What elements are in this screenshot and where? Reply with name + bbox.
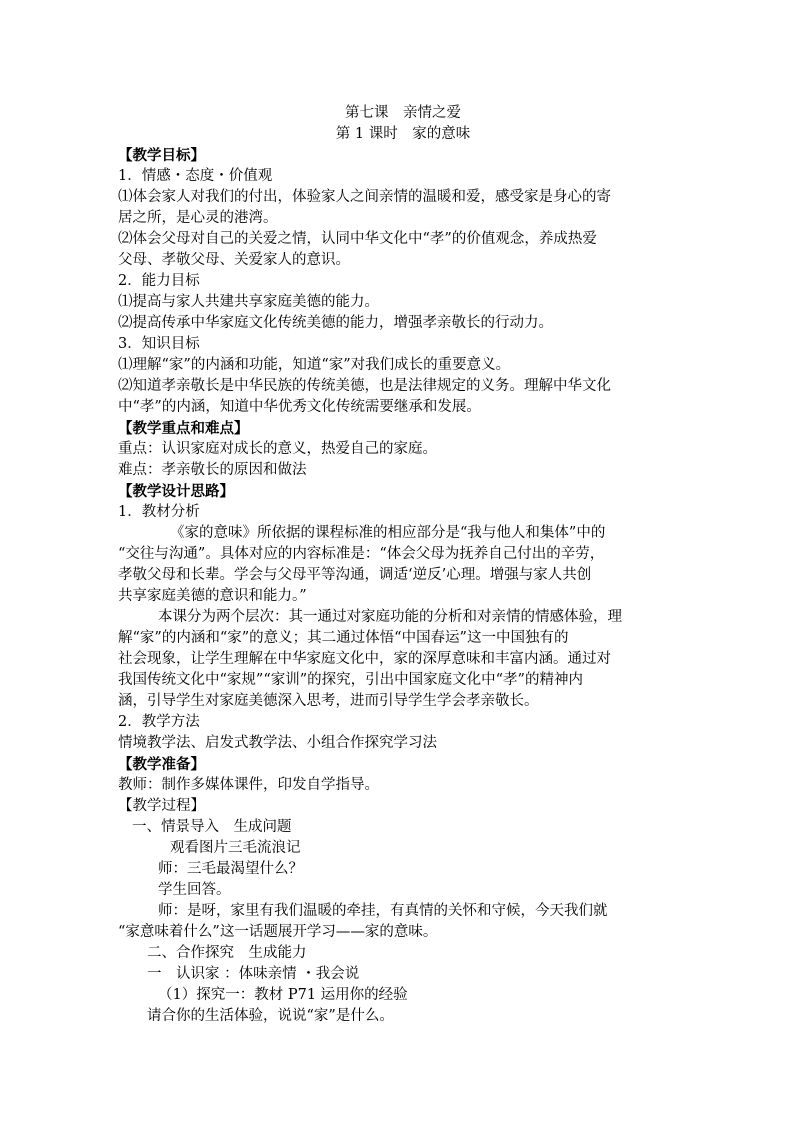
process-line: 观看图片三毛流浪记 bbox=[170, 840, 301, 856]
lesson-title: 第七课 亲情之爱 bbox=[345, 105, 461, 121]
design-paragraph-line: 涵，引导学生对家庭美德深入思考，进而引导学生学会孝亲敬长。 bbox=[118, 693, 539, 709]
process-heading: 【教学过程】 bbox=[118, 798, 205, 814]
objectives-line: ⑵知道孝亲敬长是中华民族的传统美德，也是法律规定的义务。理解中华文化 bbox=[118, 378, 611, 394]
objectives-line: ⑴理解“家”的内涵和功能，知道“家”对我们成长的重要意义。 bbox=[118, 357, 511, 373]
lesson-subtitle: 第 1 课时 家的意味 bbox=[335, 126, 471, 142]
process-line: （1）探究一：教材 P71 运用你的经验 bbox=[158, 987, 408, 1003]
process-line: 师：是呀，家里有我们温暖的牵挂，有真情的关怀和守候，今天我们就 bbox=[158, 903, 608, 919]
objectives-line: ⑴提高与家人共建共享家庭美德的能力。 bbox=[118, 294, 379, 310]
process-line: “家意味着什么”这一话题展开学习——家的意味。 bbox=[118, 924, 438, 940]
design-line: 1．教材分析 bbox=[118, 504, 200, 520]
objectives-line: ⑵体会父母对自己的关爱之情，认同中华文化中“孝”的价值观念，养成热爱 bbox=[118, 231, 597, 247]
document-page bbox=[118, 103, 688, 1027]
objectives-line: 居之所，是心灵的港湾。 bbox=[118, 210, 278, 226]
process-line: 学生回答。 bbox=[158, 882, 231, 898]
objectives-heading: 【教学目标】 bbox=[118, 147, 205, 164]
objectives-line: 父母、孝敬父母、关爱家人的意识。 bbox=[118, 252, 350, 268]
design-paragraph-line: “交往与沟通”。具体对应的内容标准是：“体会父母为抚养自己付出的辛劳， bbox=[118, 546, 605, 562]
design-paragraph-line: 《家的意味》所依据的课程标准的相应部分是“我与他人和集体”中的 bbox=[170, 525, 606, 541]
key-points-heading: 【教学重点和难点】 bbox=[118, 420, 249, 437]
process-line: 师：三毛最渴望什么？ bbox=[158, 861, 303, 877]
objectives-line: ⑵提高传承中华家庭文化传统美德的能力，增强孝亲敬长的行动力。 bbox=[118, 315, 553, 331]
prep-heading: 【教学准备】 bbox=[118, 756, 205, 773]
design-paragraph-line: 本课分为两个层次：其一通过对家庭功能的分析和对亲情的情感体验，理 bbox=[158, 609, 622, 625]
design-paragraph-line: 解“家”的内涵和“家”的意义；其二通过体悟“中国春运”这一中国独有的 bbox=[118, 630, 569, 646]
key-points-line: 难点：孝亲敬长的原因和做法 bbox=[118, 462, 307, 478]
design-line: 情境教学法、启发式教学法、小组合作探究学习法 bbox=[118, 735, 437, 751]
design-paragraph-line: 共享家庭美德的意识和能力。” bbox=[118, 588, 307, 604]
design-line: 2．教学方法 bbox=[118, 714, 200, 730]
process-line: 一 认识家 ：体味亲情 ・我会说 bbox=[147, 966, 360, 982]
process-line: 请合你的生活体验，说说“家”是什么。 bbox=[147, 1008, 394, 1024]
objectives-line: ⑴体会家人对我们的付出，体验家人之间亲情的温暖和爱，感受家是身心的寄 bbox=[118, 189, 611, 205]
design-paragraph-line: 社会现象，让学生理解在中华家庭文化中，家的深厚意味和丰富内涵。通过对 bbox=[118, 651, 611, 667]
objectives-line: 3．知识目标 bbox=[118, 336, 200, 352]
objectives-line: 2．能力目标 bbox=[118, 273, 200, 289]
design-paragraph-line: 孝敬父母和长辈。学会与父母平等沟通，调适‘逆反’心理。增强与家人共创 bbox=[118, 567, 592, 583]
process-line: 二、合作探究 生成能力 bbox=[147, 945, 307, 961]
process-line: 一、情景导入 生成问题 bbox=[132, 819, 292, 835]
design-paragraph-line: 我国传统文化中“家规”“家训”的探究，引出中国家庭文化中“孝”的精神内 bbox=[118, 672, 583, 688]
design-heading: 【教学设计思路】 bbox=[118, 483, 234, 500]
key-points-line: 重点：认识家庭对成长的意义，热爱自己的家庭。 bbox=[118, 441, 437, 457]
objectives-line: 中“孝”的内涵，知道中华优秀文化传统需要继承和发展。 bbox=[118, 399, 481, 415]
objectives-line: 1．情感・态度・价值观 bbox=[118, 168, 273, 184]
prep-line: 教师：制作多媒体课件，印发自学指导。 bbox=[118, 777, 379, 793]
